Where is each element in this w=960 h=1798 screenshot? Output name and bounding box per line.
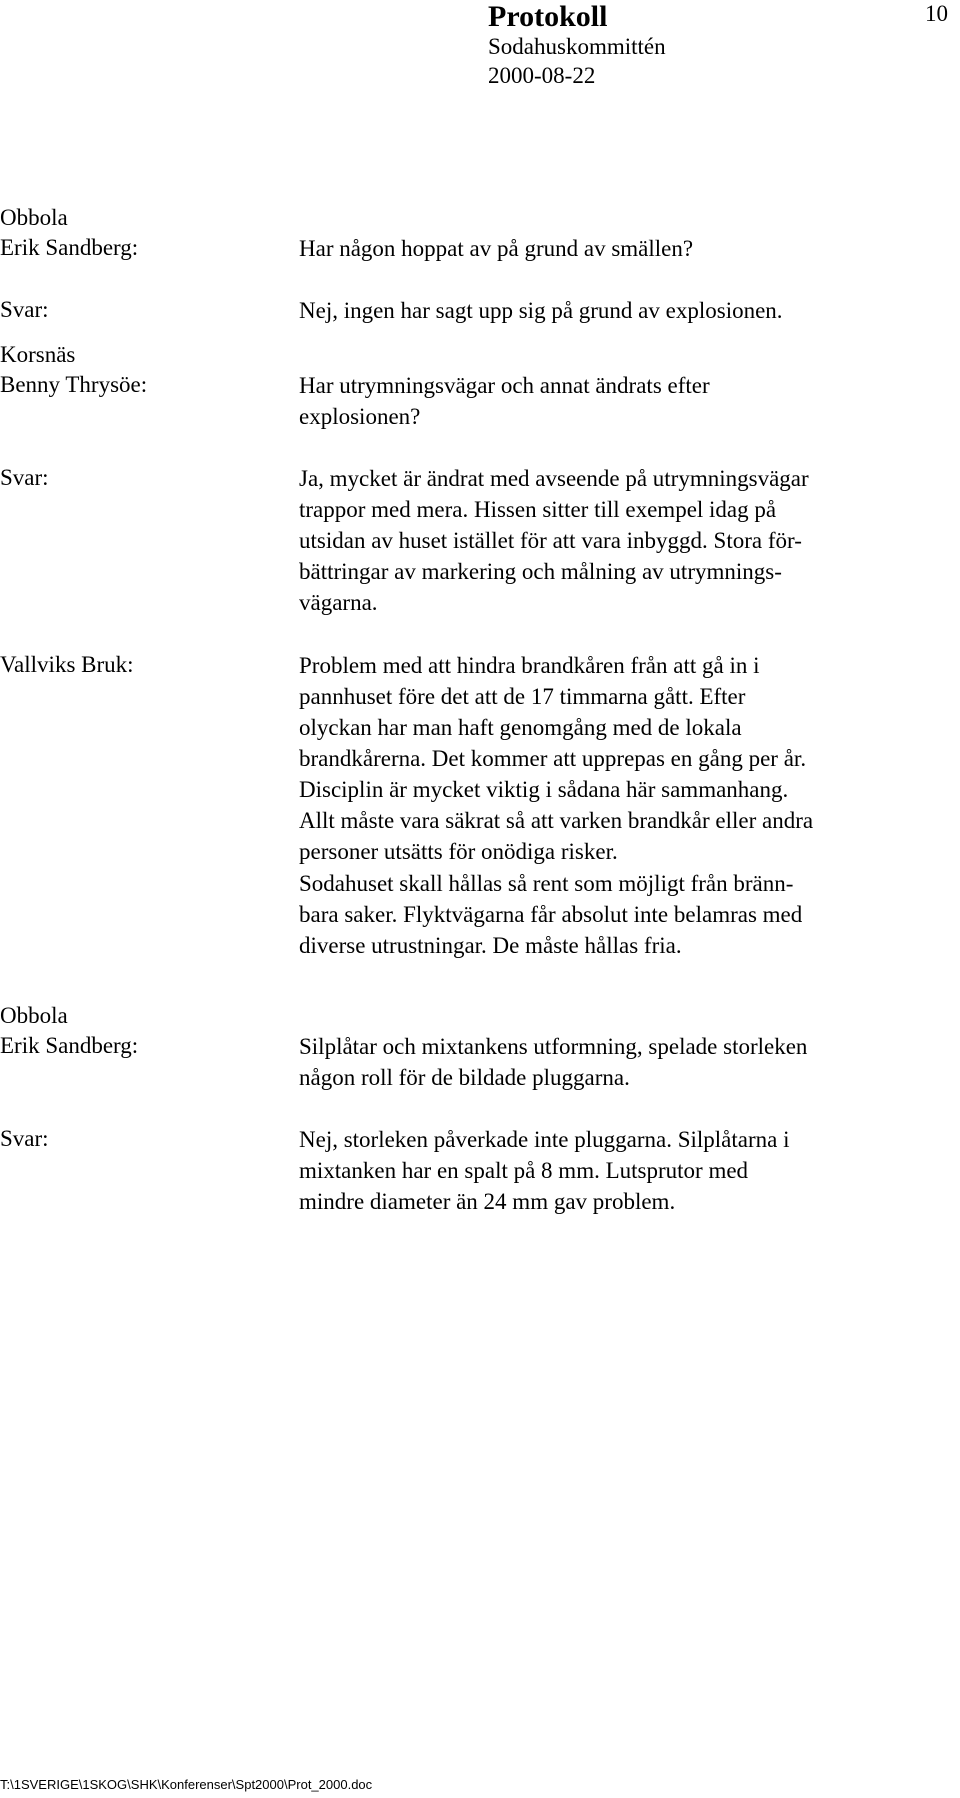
paragraph-line: Ja, mycket är ändrat med avseende på utrymningsvägar [299, 466, 809, 491]
speaker-line: Obbola [0, 205, 68, 230]
paragraph-line: Problem med att hindra brandkåren från att gå in i [299, 653, 760, 678]
paragraph-line: Har någon hoppat av på grund av smällen? [299, 236, 694, 261]
paragraph-line: mindre diameter än 24 mm gav problem. [299, 1189, 676, 1214]
speaker-line: Erik Sandberg: [0, 235, 139, 260]
minutes-paragraph [299, 1124, 960, 1217]
speaker-line: Obbola [0, 1003, 68, 1028]
paragraph-line: Sodahuset skall hållas så rent som möjligt från bränn- [299, 871, 794, 896]
footer-file-path: T:\1SVERIGE\1SKOG\SHK\Konferenser\Spt2000\Prot_2000.doc [0, 1777, 373, 1792]
minutes-paragraph [299, 1031, 960, 1093]
paragraph-line: Silplåtar och mixtankens utformning, spelade storleken [299, 1034, 808, 1059]
paragraph-line: Allt måste vara säkrat så att varken brandkår eller andra [299, 808, 814, 833]
paragraph-line: explosionen? [299, 404, 421, 429]
minutes-paragraph [299, 650, 960, 774]
committee-name: Sodahuskommittén [488, 34, 666, 59]
paragraph-line: olyckan har man haft genomgång med de lokala [299, 715, 742, 740]
paragraph-line: någon roll för de bildade pluggarna. [299, 1065, 630, 1090]
paragraph-line: bättringar av markering och målning av utrymnings- [299, 559, 782, 584]
paragraph-line: diverse utrustningar. De måste hållas fria. [299, 933, 682, 958]
speaker-line: Svar: [0, 297, 49, 322]
minutes-paragraph [299, 295, 960, 326]
speaker-line: Korsnäs [0, 342, 76, 367]
speaker-line: Svar: [0, 1126, 49, 1151]
paragraph-line: utsidan av huset istället för att vara inbyggd. Stora för- [299, 528, 802, 553]
paragraph-line: brandkårerna. Det kommer att upprepas en gång per år. [299, 746, 807, 771]
document-title: Protokoll [488, 0, 608, 33]
speaker-line: Svar: [0, 465, 49, 490]
paragraph-line: bara saker. Flyktvägarna får absolut inte belamras med [299, 902, 803, 927]
minutes-paragraph [299, 868, 960, 961]
speaker-line: Erik Sandberg: [0, 1033, 139, 1058]
paragraph-line: Disciplin är mycket viktig i sådana här sammanhang. [299, 777, 789, 802]
document-date: 2000-08-22 [488, 63, 596, 88]
speaker-line: Vallviks Bruk: [0, 652, 134, 677]
minutes-paragraph [299, 233, 960, 264]
speaker-label [0, 295, 280, 325]
page-number: 10 [925, 1, 948, 26]
paragraph-line: Nej, storleken påverkade inte pluggarna. Silplåtarna i [299, 1127, 790, 1152]
speaker-label [0, 650, 280, 680]
paragraph-line: Nej, ingen har sagt upp sig på grund av explosionen. [299, 298, 783, 323]
paragraph-line: Har utrymningsvägar och annat ändrats efter [299, 373, 710, 398]
paragraph-line: personer utsätts för onödiga risker. [299, 839, 618, 864]
minutes-paragraph [299, 463, 960, 618]
speaker-label [0, 463, 280, 493]
speaker-label [0, 340, 280, 400]
paragraph-line: trappor med mera. Hissen sitter till exempel idag på [299, 497, 777, 522]
speaker-label [0, 203, 280, 263]
speaker-label [0, 1001, 280, 1061]
minutes-paragraph [299, 370, 960, 432]
minutes-paragraph [299, 774, 960, 867]
speaker-line: Benny Thrysöe: [0, 372, 148, 397]
paragraph-line: mixtanken har en spalt på 8 mm. Lutsprutor med [299, 1158, 749, 1183]
speaker-label [0, 1124, 280, 1154]
paragraph-line: vägarna. [299, 590, 378, 615]
paragraph-line: pannhuset före det att de 17 timmarna gått. Efter [299, 684, 746, 709]
